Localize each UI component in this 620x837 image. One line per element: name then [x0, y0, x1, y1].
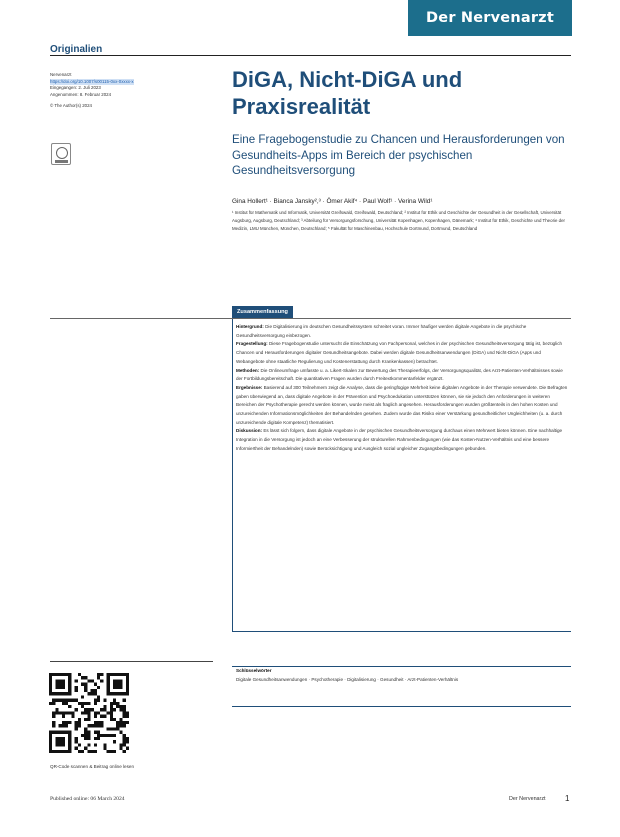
- abstract-label-results: Ergebnisse:: [236, 384, 263, 390]
- keywords-bottom-rule: [232, 706, 571, 707]
- doi-link[interactable]: https://doi.org/10.1007/s00115-0xx-0xxxx-x: [50, 78, 134, 84]
- article-title: DiGA, Nicht-DiGA und Praxisrealität: [232, 67, 463, 119]
- affiliations: ¹ Institut für Mathematik und Informatik, Universität Greifswald, Greifswald, Deutschland; ² Institut für Ethik und Geschichte der Gesundheit in der Gesellschaft, Universität Augsburg, Augsburg, Deutschland; ³ Abteilung für Versorgungsforschung, Universität Kopenhagen, Kopenhagen, Dänemark; ⁴ Institut für Ethik, Geschichte und Theorie der Medizin, LMU München, München, Deutschland; ⁵ Fakultät für Maschinenbau, Hochschule Dortmund, Dortmund, Deutschland: [232, 210, 566, 231]
- received-date: Eingegangen: 2. Juli 2023: [50, 85, 101, 91]
- keywords-rule: [232, 666, 571, 667]
- qr-caption: QR-Code scannen & Beitrag online lesen: [50, 764, 135, 769]
- abstract-text-background: Die Digitalisierung im deutschen Gesundheitssystem schreitet voran. Immer häufiger werden digitale Angebote in die psychische Gesundheitsversorgung einbezogen.: [236, 324, 527, 338]
- abstract-text-question: Diese Fragebogenstudie untersucht die Einschätzung von Fachpersonal, welches in der psychischen Gesundheitsversorgung tätig ist, bezüglich Chancen und Herausforderungen digitaler Gesundheitsangebote. Dabei werden digitale Gesundheitsanwendungen (DiGA) und Nicht-DiGA (Apps und Webangebote ohne staatliche Regulierung und Kostenerstattung durch Krankenkassen) betrachtet.: [236, 341, 563, 364]
- keywords-heading: Schlüsselwörter: [236, 668, 272, 673]
- abstract-text-methods: Die Onlineumfrage umfasste u. a. Likert-Skalen zur Bewertung des Therapieerfolgs, der Versorgungsqualität, des Arzt-Patienten-Verhältnisses sowie der Fortbildungsbereitschaft. Die quantitativen Fragen wurden durch Freitextkommentarfelder ergänzt.: [236, 367, 563, 382]
- page-number: 1: [565, 794, 570, 803]
- abstract-text-results: Basierend auf 300 Teilnehmern zeigt die Analyse, dass die geringfügige Mehrheit keine digitalen Angebote in der Therapie verwendete. Die Befragten gaben überwiegend an, dass digitale Angebote in der Prävention und Psychoedukation unterstützen können, sie sie jedoch den Anforderungen in weiteren Bereichen der Psychotherapie gerecht werden können, wurde meist als fraglich angesehen. Herausforderungen wurden größtenteils in den hohen Kosten und unzureichenden Informationsmöglichkeiten der Behandelnden gesehen. Zudem wurde das Risiko einer Verstärkung gesundheitlicher Ungleichheiten (u. a. durch unzureichende digitale Kompetenz) thematisiert.: [236, 384, 568, 425]
- top-rule: [50, 55, 571, 56]
- article-subtitle: Eine Fragebogenstudie zu Chancen und Herausforderungen von Gesundheits-Apps im Bereich der psychischen Gesundheitsversorgung: [232, 133, 565, 177]
- journal-ref: Nervenarzt: [50, 72, 72, 77]
- copyright: © The Author(s) 2024: [50, 103, 92, 109]
- keywords-list: Digitale Gesundheitsanwendungen · Psychotherapie · Digitalisierung · Gesundheit · Arzt-Patienten-Verhältnis: [236, 677, 459, 682]
- article-meta: [50, 72, 210, 110]
- author-list: Gina Hollert¹ · Bianca Jansky²,³ · Ömer Akif⁴ · Paul Wolf¹ · Verina Wild¹: [232, 198, 433, 205]
- footer-journal: Der Nervenarzt: [509, 796, 546, 802]
- qr-code-icon[interactable]: [49, 673, 129, 753]
- qr-rule: [50, 661, 213, 662]
- abstract-label-methods: Methoden:: [236, 367, 260, 373]
- abstract-label-question: Fragestellung:: [236, 341, 268, 347]
- abstract-text-discussion: Es lässt sich folgern, dass digitale Angebote in der psychischen Gesundheitsversorgung durchaus einen Mehrwert bieten können. Eine nachhaltige Integration in die Versorgung ist jedoch an eine Verbesserung der strukturellen Rahmenbedingungen (wie das Kosten-Nutzen-Verhältnis und eine bessere Informiertheit der Behandelnden) sowie Berücksichtigung und Ausgleich sozial ungleicher Zugangsbedingungen gebunden.: [236, 428, 563, 451]
- published-date: Published online: 06 March 2024: [50, 796, 125, 802]
- open-access-icon[interactable]: [51, 143, 71, 165]
- abstract-heading: Zusammenfassung: [232, 306, 293, 318]
- abstract-body: [236, 323, 568, 454]
- section-label: Originalien: [50, 44, 103, 55]
- abstract-label-background: Hintergrund:: [236, 324, 264, 329]
- accepted-date: Angenommen: 8. Februar 2024: [50, 91, 112, 97]
- journal-banner: Der Nervenarzt: [408, 0, 572, 36]
- abstract-label-discussion: Diskussion:: [236, 428, 263, 434]
